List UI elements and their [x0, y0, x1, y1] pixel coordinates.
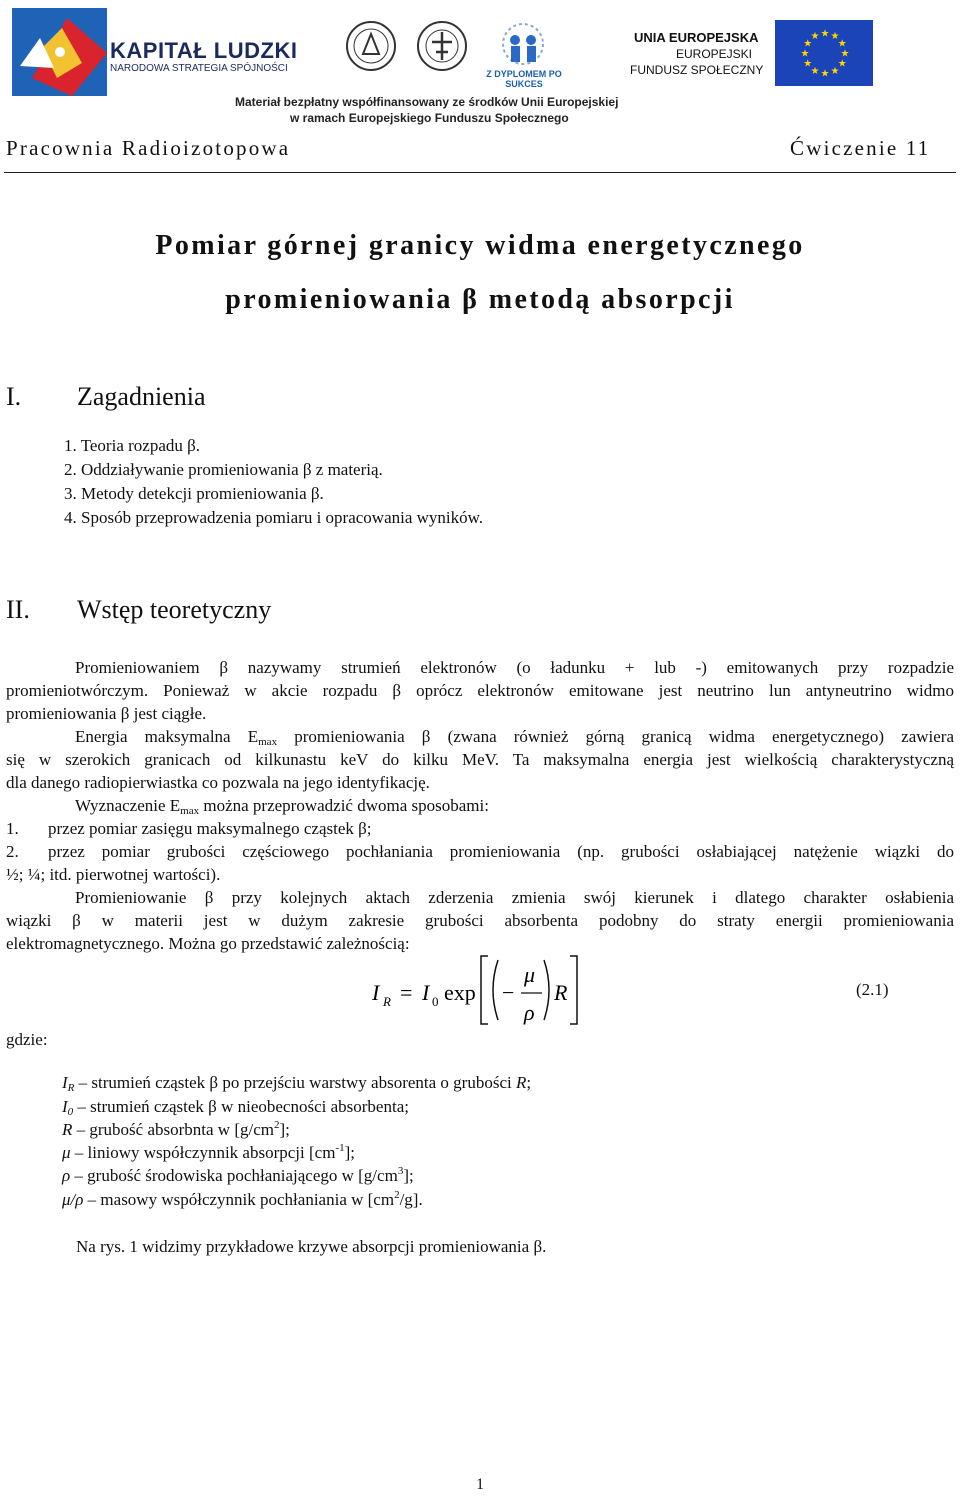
symbol-sub: 0	[67, 1106, 74, 1118]
symbol: R	[515, 1073, 527, 1092]
document-title-line2: promieniowania β metodą absorpcji	[225, 284, 735, 315]
eu-star-icon: ★	[810, 65, 820, 77]
topic-item: 2. Oddziaływanie promieniowania β z materią.	[64, 460, 383, 479]
eu-star-icon: ★	[830, 65, 840, 77]
paragraph-line	[6, 795, 954, 817]
eu-star-icon: ★	[810, 31, 820, 43]
definition-mu	[62, 1143, 355, 1163]
paragraph-line: elektromagnetycznego. Można go przedstawić zależnością:	[6, 934, 410, 953]
where-label: gdzie:	[6, 1030, 48, 1049]
section2-heading: Wstęp teoretyczny	[77, 595, 272, 624]
symbol: μ	[62, 1143, 71, 1162]
right-paren	[544, 960, 549, 1020]
definition-text: ];	[344, 1143, 355, 1162]
right-bracket	[570, 956, 577, 1024]
running-header-exercise: Ćwiczenie 11	[790, 136, 931, 160]
section2-number: II.	[6, 595, 30, 624]
eu-star-icon: ★	[837, 58, 847, 70]
eq-minus: −	[502, 980, 515, 1005]
eu-star-icon: ★	[840, 48, 850, 60]
paragraph-line: Promieniowaniem β nazywamy strumień elektronów (o ładunku + lub -) emitowanych przy rozpadzie	[75, 658, 954, 677]
paragraph-line	[6, 726, 954, 748]
definition-text: – grubość absorbnta w [g/cm	[72, 1120, 274, 1139]
header-rule	[4, 172, 956, 173]
eq-exp: exp	[444, 980, 476, 1005]
topic-item: 3. Metody detekcji promieniowania β.	[64, 484, 324, 503]
eq-equals: =	[400, 980, 413, 1005]
definition-text: /g].	[399, 1190, 423, 1209]
eu-star-icon: ★	[820, 28, 830, 40]
paragraph-line: dla danego radiopierwiastka co pozwala na jego identyfikację.	[6, 773, 430, 792]
symbol: I	[62, 1073, 68, 1092]
eu-star-icon: ★	[837, 38, 847, 50]
definition-text: – masowy współczynnik pochłaniania w [cm	[83, 1190, 395, 1209]
eq-mu: μ	[524, 962, 536, 987]
symbol: I	[62, 1097, 68, 1116]
funding-notice-line1: Materiał bezpłatny współfinansowany ze środków Unii Europejskiej	[235, 95, 619, 109]
definition-text: – strumień cząstek β po przejściu warstwy absorenta o grubości	[74, 1073, 516, 1092]
section1-heading: Zagadnienia	[77, 382, 206, 411]
text-fragment: Energia maksymalna E	[75, 727, 259, 746]
subscript: max	[258, 736, 278, 748]
subscript: max	[180, 805, 200, 817]
equation-number: (2.1)	[856, 980, 889, 999]
eu-star-icon: ★	[800, 48, 810, 60]
definition-ir	[62, 1073, 531, 1093]
section1-number: I.	[6, 382, 22, 411]
faculty-seal-icon	[416, 20, 468, 72]
paragraph-line: wiązki β w materii jest w dużym zakresie grubości absorbenta podobny do straty energii promieniowania	[6, 911, 954, 930]
eq-rho: ρ	[524, 1000, 535, 1025]
equation-2-1	[370, 950, 590, 1030]
definition-r	[62, 1120, 290, 1140]
symbol: R	[62, 1120, 73, 1139]
eu-star-icon: ★	[803, 38, 813, 50]
method-item	[6, 818, 954, 840]
eu-star-icon: ★	[803, 58, 813, 70]
page-number: 1	[476, 1476, 484, 1493]
method-item	[6, 841, 954, 863]
eq-i0-sub: 0	[432, 994, 439, 1009]
symbol: μ/ρ	[62, 1190, 84, 1209]
z-dyplomem-po-sukces-text: Z DYPLOMEM PO SUKCES	[486, 69, 562, 89]
topic-item: 4. Sposób przeprowadzenia pomiaru i opracowania wyników.	[64, 508, 484, 527]
definition-text: – liniowy współczynnik absorpcji [cm	[70, 1143, 336, 1162]
eq-lhs-sub: R	[383, 994, 391, 1009]
eu-star-icon: ★	[820, 68, 830, 80]
eu-fund-line2: FUNDUSZ SPOŁECZNY	[630, 63, 764, 77]
document-title-line1: Pomiar górnej granicy widma energetycznego	[155, 230, 805, 261]
eq-r: R	[554, 980, 568, 1005]
definition-text: ];	[279, 1120, 290, 1139]
eu-flag-icon	[775, 20, 873, 86]
definition-text: – grubość środowiska pochłaniającego w [g/cm	[70, 1166, 398, 1185]
topic-item: 1. Teoria rozpadu β.	[64, 436, 201, 455]
list-text: przez pomiar grubości częściowego pochłaniania promieniowania (np. grubości osłabiającej natężenie wiązki do	[48, 842, 954, 861]
left-bracket	[481, 956, 488, 1024]
list-number: 2.	[6, 842, 19, 861]
superscript: 2	[394, 1189, 400, 1201]
superscript: 3	[397, 1165, 404, 1177]
eq-i0: I	[422, 980, 430, 1005]
eu-star-icon: ★	[830, 31, 840, 43]
running-header-lab: Pracownia Radioizotopowa	[6, 136, 291, 160]
kapital-ludzki-title: KAPITAŁ LUDZKI	[110, 38, 298, 63]
definition-text: ;	[526, 1073, 532, 1092]
funding-notice-line2: w ramach Europejskiego Funduszu Społecznego	[290, 111, 569, 125]
list-text: przez pomiar zasięgu maksymalnego cząstek β;	[48, 819, 372, 838]
paragraph-line: Promieniowanie β przy kolejnych aktach zderzenia zmienia swój kierunek i dlatego charakter osłabienia	[75, 888, 954, 907]
eu-title: UNIA EUROPEJSKA	[634, 30, 759, 45]
text-fragment: promieniowania β (zwana również górną granicą widma energetycznego) zawiera	[277, 727, 955, 746]
eq-lhs: I	[372, 980, 380, 1005]
definition-mu-rho	[62, 1190, 423, 1210]
definition-i0	[62, 1097, 409, 1117]
superscript: 2	[273, 1119, 280, 1131]
left-paren	[493, 960, 498, 1020]
definition-text: – strumień cząstek β w nieobecności absorbenta;	[73, 1097, 409, 1116]
figure-reference: Na rys. 1 widzimy przykładowe krzywe absorpcji promieniowania β.	[76, 1237, 547, 1256]
superscript: -1	[335, 1142, 345, 1154]
kapital-ludzki-subtitle: NARODOWA STRATEGIA SPÓJNOŚCI	[110, 63, 288, 74]
symbol: ρ	[62, 1166, 71, 1185]
method-item-continuation: ½; ¼; itd. pierwotnej wartości).	[6, 865, 221, 884]
eu-fund-line1: EUROPEJSKI	[676, 47, 753, 61]
paragraph-line: promieniowania β jest ciągłe.	[6, 704, 207, 723]
symbol-sub: R	[67, 1082, 75, 1094]
definition-text: ];	[403, 1166, 414, 1185]
list-number: 1.	[6, 819, 19, 838]
text-fragment: Wyznaczenie E	[75, 796, 181, 815]
paragraph-line: się w szerokich granicach od kilkunastu keV do kilku MeV. Ta maksymalna energia jest wielkością charakterystyczną	[6, 750, 954, 769]
definition-rho	[62, 1166, 414, 1186]
university-seal-icon	[345, 20, 397, 72]
paragraph-line: promieniotwórczym. Ponieważ w akcie rozpadu β oprócz elektronów emitowane jest neutrino lun antyneutrino widmo	[6, 681, 954, 700]
text-fragment: można przeprowadzić dwoma sposobami:	[199, 796, 489, 815]
